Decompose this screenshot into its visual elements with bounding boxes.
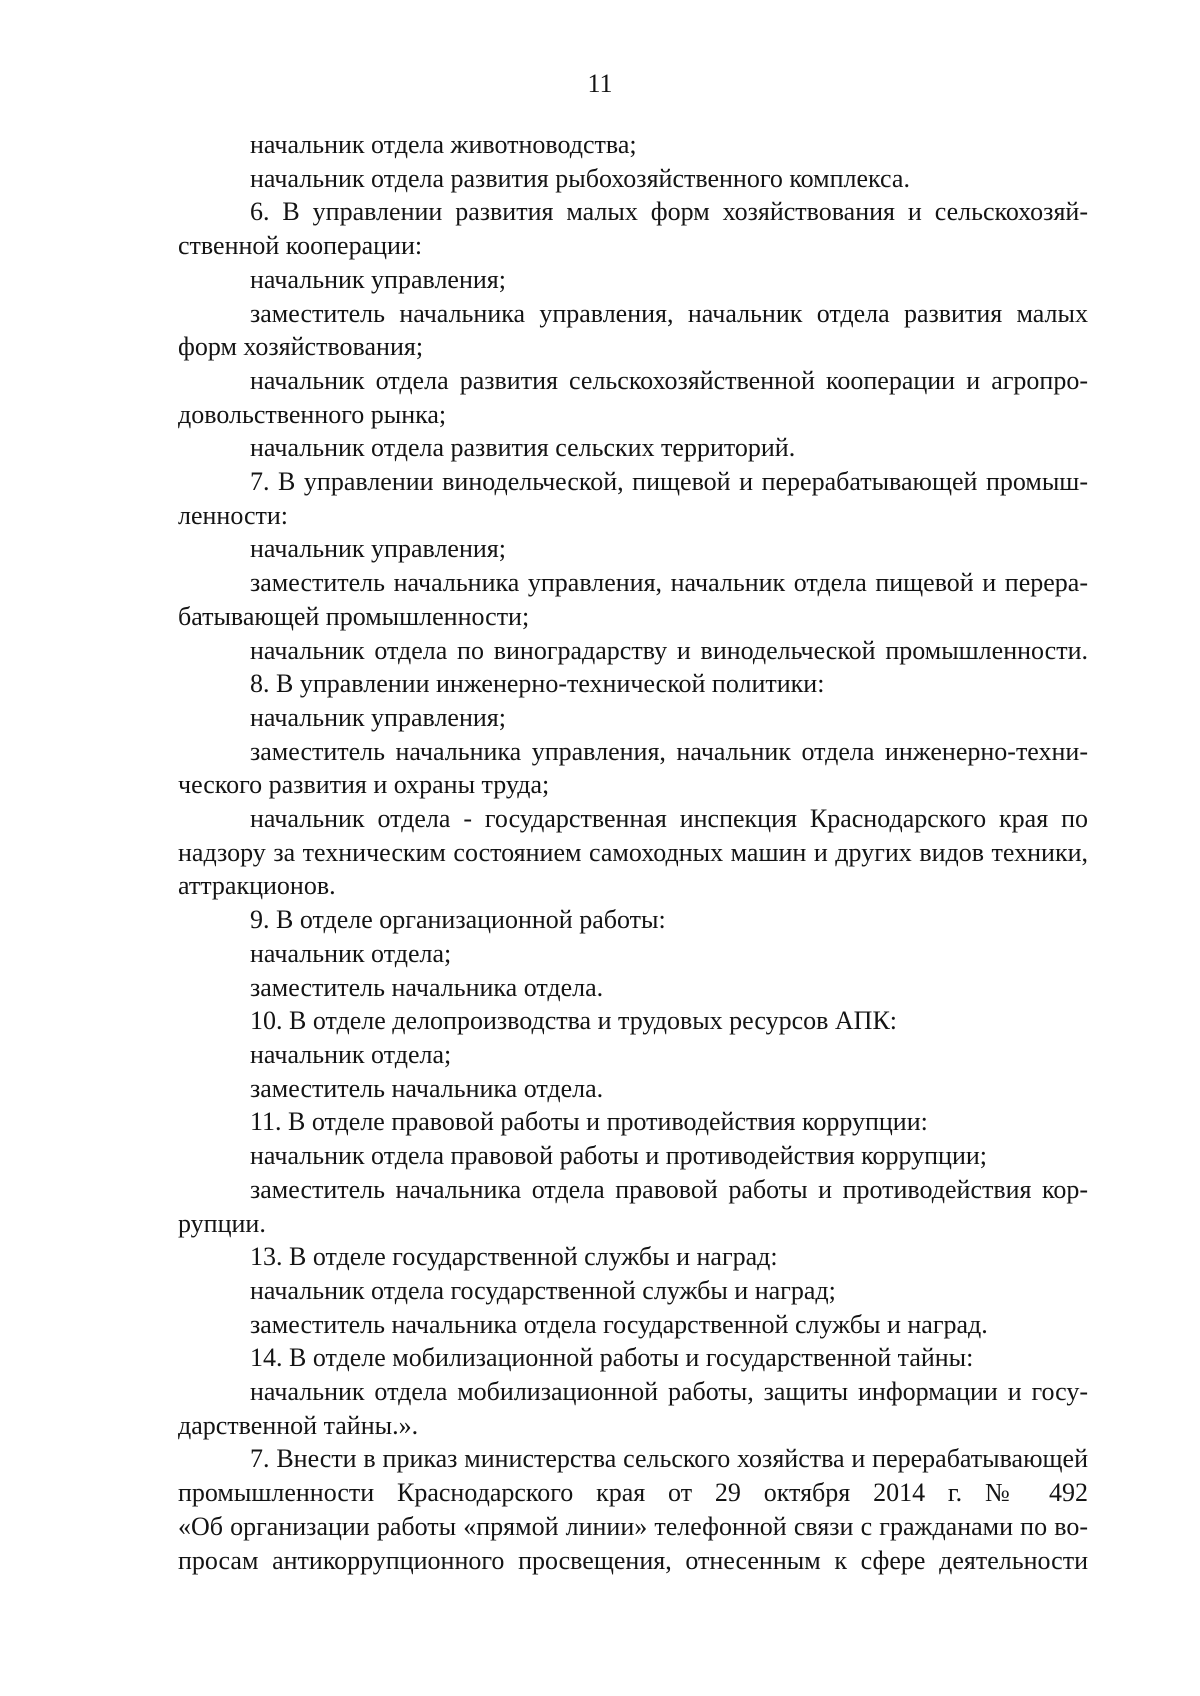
text-line: надзору за техническим состоянием самоходных машин и других видов техники, — [178, 837, 1088, 867]
text-line: 14. В отделе мобилизационной работы и государственной тайны: — [250, 1343, 974, 1373]
text-line: просам антикоррупционного просвещения, отнесенным к сфере деятельности — [178, 1545, 1088, 1575]
text-line: 7. Внести в приказ министерства сельского хозяйства и перерабатывающей — [250, 1444, 1088, 1474]
text-line: заместитель начальника отдела. — [250, 1073, 604, 1103]
text-line: форм хозяйствования; — [178, 332, 424, 362]
text-line: заместитель начальника отдела правовой работы и противодействия кор- — [250, 1174, 1088, 1204]
text-line: 9. В отделе организационной работы: — [250, 905, 666, 935]
text-line: 8. В управлении инженерно-технической политики: — [250, 669, 825, 699]
text-line: начальник управления; — [250, 264, 506, 294]
text-line: ленности: — [178, 500, 289, 530]
text-line: заместитель начальника отдела. — [250, 972, 604, 1002]
text-line: ческого развития и охраны труда; — [178, 770, 550, 800]
text-line: рупции. — [178, 1208, 266, 1238]
text-line: промышленности Краснодарского края от 29 октября 2014 г. № 492 — [178, 1478, 1088, 1508]
text-line: заместитель начальника управления, начальник отдела пищевой и перера- — [250, 568, 1088, 598]
text-line: начальник отдела; — [250, 938, 452, 968]
text-line: 13. В отделе государственной службы и наград: — [250, 1242, 778, 1272]
text-line: начальник отдела животноводства; — [250, 130, 637, 159]
text-line: аттракционов. — [178, 871, 336, 901]
text-line: заместитель начальника управления, начальник отдела развития малых — [250, 298, 1088, 328]
text-line: заместитель начальника отдела государственной службы и наград. — [250, 1309, 988, 1339]
text-line: начальник отдела по виноградарству и винодельческой промышленности. — [250, 635, 1088, 665]
text-line: начальник отдела государственной службы и наград; — [250, 1275, 836, 1305]
page-number: 11 — [587, 69, 613, 98]
text-line: начальник управления; — [250, 702, 506, 732]
text-line: дарственной тайны.». — [178, 1410, 419, 1440]
text-line: начальник отдела развития рыбохозяйственного комплекса. — [250, 163, 910, 193]
text-line: «Об организации работы «прямой линии» телефонной связи с гражданами по во- — [178, 1511, 1088, 1541]
text-line: 10. В отделе делопроизводства и трудовых ресурсов АПК: — [250, 1006, 898, 1036]
text-line: начальник отдела мобилизационной работы, защиты информации и госу- — [250, 1377, 1088, 1407]
text-line: начальник отдела развития сельских территорий. — [250, 433, 796, 463]
text-line: начальник отдела правовой работы и противодействия коррупции; — [250, 1141, 988, 1171]
text-line: 11. В отделе правовой работы и противодействия коррупции: — [250, 1107, 928, 1137]
document-body — [178, 128, 1088, 1577]
text-line: начальник отдела - государственная инспекция Краснодарского края по — [250, 804, 1088, 834]
text-line: ственной кооперации: — [178, 231, 423, 261]
text-line: начальник отдела; — [250, 1039, 452, 1069]
text-line: батывающей промышленности; — [178, 601, 530, 631]
text-line: 7. В управлении винодельческой, пищевой и перерабатывающей промыш- — [250, 467, 1088, 497]
text-line: довольственного рынка; — [178, 399, 447, 429]
text-line: начальник отдела развития сельскохозяйственной кооперации и агропро- — [250, 365, 1088, 395]
text-line: начальник управления; — [250, 534, 506, 564]
text-line: 6. В управлении развития малых форм хозяйствования и сельскохозяй- — [250, 197, 1088, 227]
text-line: заместитель начальника управления, начальник отдела инженерно-техни- — [250, 736, 1088, 766]
